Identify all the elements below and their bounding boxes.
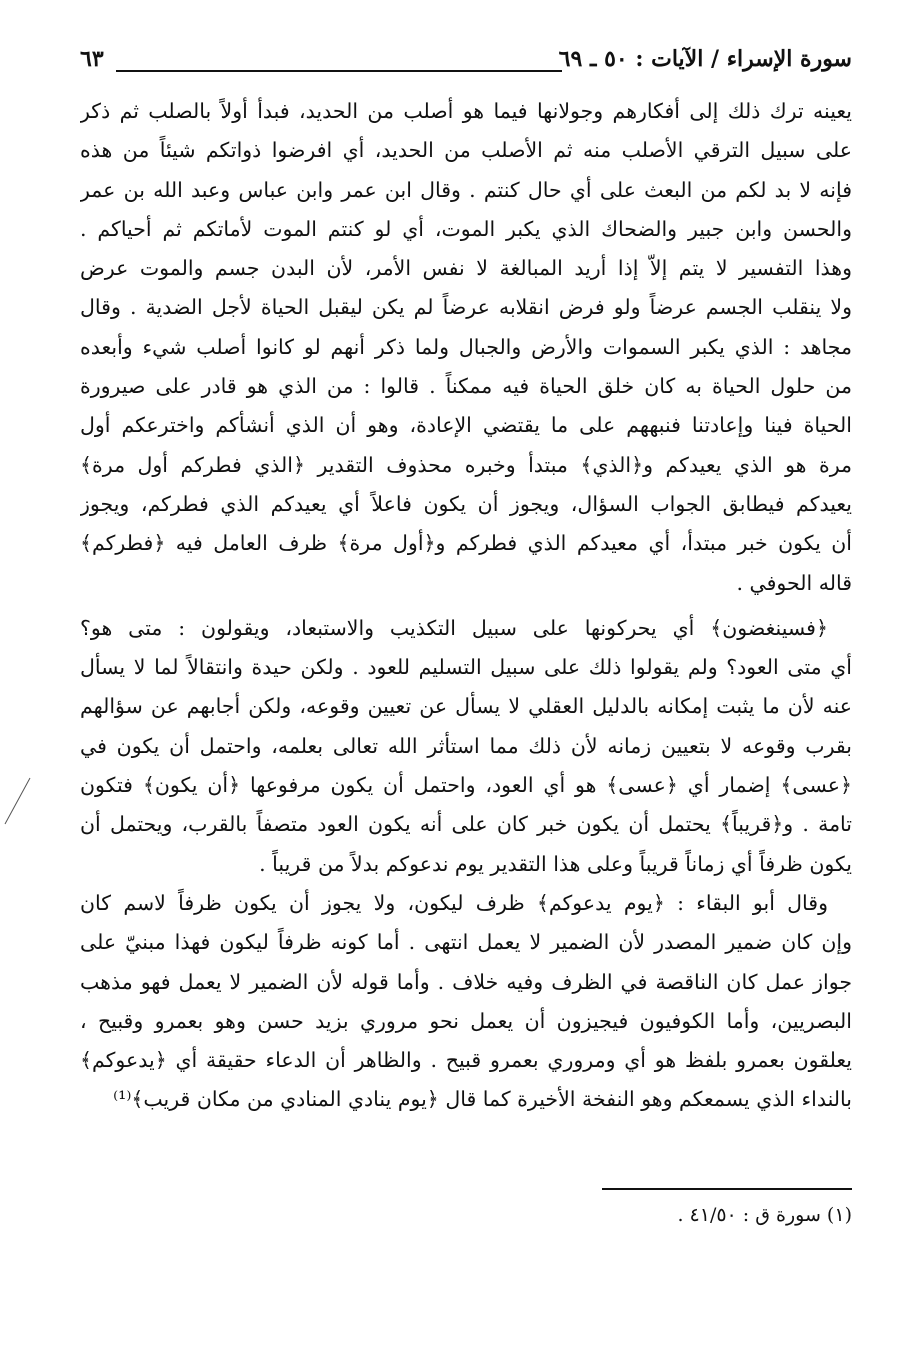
text-line: مرة هو الذي يعيدكم و﴿الذي﴾ مبتدأ وخبره محذوف التقدير ﴿الذي فطركم أول مرة﴾ xyxy=(80,452,852,477)
page-header xyxy=(80,42,852,82)
text-line: على سبيل الترقي الأصلب منه ثم الأصلب من الحديد، أي افرضوا ذواتكم شيئاً من هذه xyxy=(80,138,852,163)
page-number: ٦٣ xyxy=(80,46,110,72)
text-line: البصريين، وأما الكوفيون فيجيزون أن يعمل نحو مروري بزيد حسن وهو بعمرو وقبيح ، xyxy=(80,1008,852,1033)
paragraph-3 xyxy=(80,884,852,1120)
text-line: يعلقون بعمرو بلفظ هو أي ومروري بعمرو قبيح . والظاهر أن الدعاء حقيقة أي ﴿يدعوكم﴾ xyxy=(80,1048,852,1073)
paragraph-2 xyxy=(80,609,852,884)
text-line: من حلول الحياة به كان خلق الحياة فيه ممكناً . قالوا : من الذي هو قادر على صيرورة xyxy=(80,374,852,399)
text-line: ولا ينقلب الجسم عرضاً ولو فرض انقلابه عرضاً لم يكن ليقبل الحياة لأجل الضدية . وقال xyxy=(80,295,852,320)
text-line: تامة . و﴿قريباً﴾ يحتمل أن يكون خبر كان على أنه يكون العود متصفاً بالقرب، ويحتمل أن xyxy=(80,812,852,837)
text-line: وهذا التفسير لا يتم إلاّ إذا أريد المبالغة لا نفس الأمر، لأن البدن جسم والموت عرض xyxy=(80,256,852,281)
pencil-mark xyxy=(2,776,32,828)
text-line: يعيدكم فيطابق الجواب السؤال، ويجوز أن يكون فاعلاً أي يعيدكم الذي فطركم، ويجوز xyxy=(80,491,852,516)
body-text xyxy=(80,92,852,1120)
text-line: بالنداء الذي يسمعكم وهو النفخة الأخيرة كما قال ﴿يوم ينادي المنادي من مكان قريب﴾⁽¹⁾ xyxy=(113,1087,852,1112)
text-line: والحسن وابن جبير والضحاك الذي يكبر الموت، أي لو كنتم الموت لأماتكم ثم أحياكم . xyxy=(80,216,852,241)
text-line: أي متى العود؟ ولم يقولوا ذلك على سبيل التسليم للعود . ولكن حيدة وانتقالاً لما لا يسأل xyxy=(80,655,852,680)
text-line: فإنه لا بد لكم من البعث على أي حال كنتم . وقال ابن عمر وابن عباس وعبد الله بن عمر xyxy=(80,177,852,202)
text-line: وقال أبو البقاء : ﴿يوم يدعوكم﴾ ظرف ليكون، ولا يجوز أن يكون ظرفاً لاسم كان xyxy=(80,890,828,915)
text-line: وإن كان ضمير المصدر لأن الضمير لا يعمل انتهى . أما كونه ظرفاً ليكون فهذا مبنيّ على xyxy=(80,930,852,955)
header-rule xyxy=(116,70,562,72)
text-line: ﴿عسى﴾ إضمار أي ﴿عسى﴾ هو أي العود، واحتمل أن يكون مرفوعها ﴿أن يكون﴾ فتكون xyxy=(80,773,852,798)
text-line: عنه لأن ما يثبت إمكانه بالدليل العقلي لا يسأل عن تعيين وقوعه، ولكن أجابهم عن سؤالهم xyxy=(80,694,852,719)
text-line: الحياة فينا وإعادتنا فنبههم على ما يقتضي الإعادة، وهو أن الذي أنشأكم واخترعكم أول xyxy=(80,413,852,438)
footnote-rule xyxy=(602,1188,852,1190)
text-line: ﴿فسينغضون﴾ أي يحركونها على سبيل التكذيب والاستبعاد، ويقولون : متى هو؟ xyxy=(80,615,828,640)
text-line: يكون ظرفاً أي زماناً قريباً وعلى هذا التقدير يوم ندعوكم بدلاً من قريباً . xyxy=(259,851,852,876)
running-title: سورة الإسراء / الآيات : ٥٠ ـ ٦٩ xyxy=(551,46,852,72)
text-line: أن يكون خبر مبتدأ، أي معيدكم الذي فطركم و﴿أول مرة﴾ ظرف العامل فيه ﴿فطركم﴾ xyxy=(80,531,852,556)
footnote: (١) سورة ق : ٤١/٥٠ . xyxy=(677,1204,852,1226)
text-line: بقرب وقوعه لا بتعيين زمانه لأن ذلك مما استأثر الله تعالى بعلمه، واحتمل أن يكون في xyxy=(80,733,852,758)
text-line: قاله الحوفي . xyxy=(736,570,852,595)
text-line: جواز عمل كان الناقصة في الظرف وفيه خلاف . وأما قوله لأن الضمير لا يعمل فهو مذهب xyxy=(80,969,852,994)
text-line: مجاهد : الذي يكبر السموات والأرض والجبال ولما ذكر أنهم لو كانوا أصلب شيء وأبعده xyxy=(80,334,852,359)
paragraph-1 xyxy=(80,92,852,603)
text-line: يعينه ترك ذلك إلى أفكارهم وجولانها فيما هو أصلب من الحديد، فبدأ أولاً بالصلب ثم ذكر xyxy=(80,99,852,123)
